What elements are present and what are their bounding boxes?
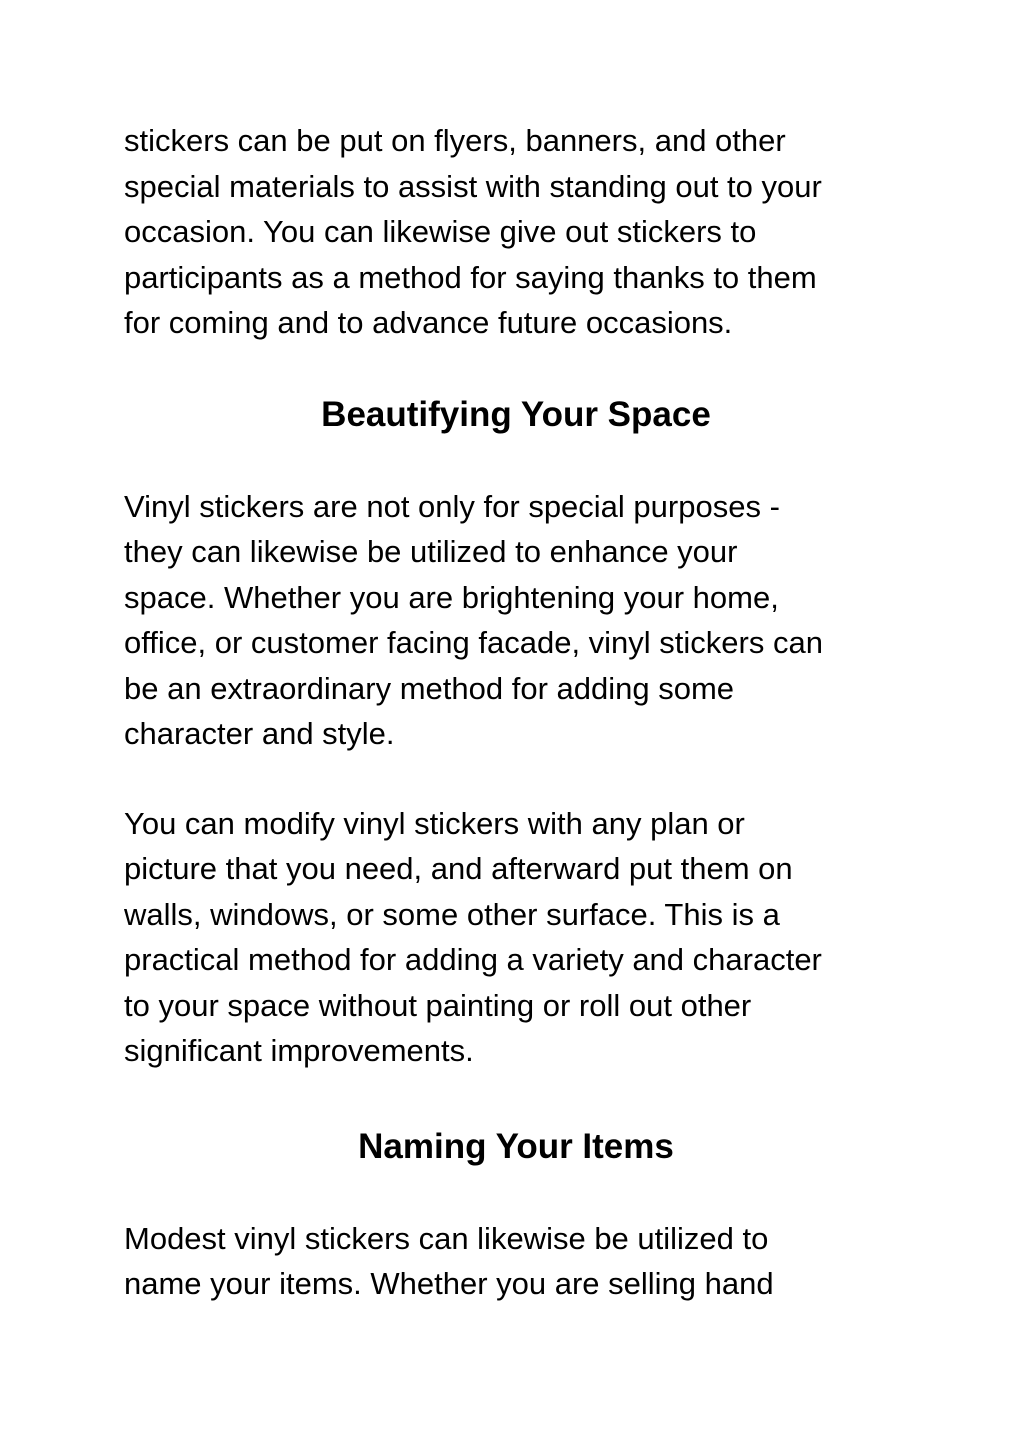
body-paragraph: You can modify vinyl stickers with any plan or picture that you need, and afterward put them on walls, windows, or some other surface. This is a practical method for adding a variety and character to your space without painting or roll out other significant improvements. — [124, 805, 822, 1068]
section-heading: Beautifying Your Space — [321, 394, 711, 434]
body-paragraph: stickers can be put on flyers, banners, and other special materials to assist with standing out to your occasion. You can likewise give out stickers to participants as a method for saying thanks to them for coming and to advance future occasions. — [124, 123, 822, 340]
section-heading: Naming Your Items — [358, 1126, 674, 1166]
body-paragraph: Vinyl stickers are not only for special purposes - they can likewise be utilized to enhance your space. Whether you are brightening your home, office, or customer facing facade, vinyl stickers can be an extraordinary method for adding some character and style. — [124, 488, 823, 751]
document-page — [124, 118, 908, 1307]
body-paragraph: Modest vinyl stickers can likewise be utilized to name your items. Whether you are selling hand — [124, 1220, 774, 1301]
